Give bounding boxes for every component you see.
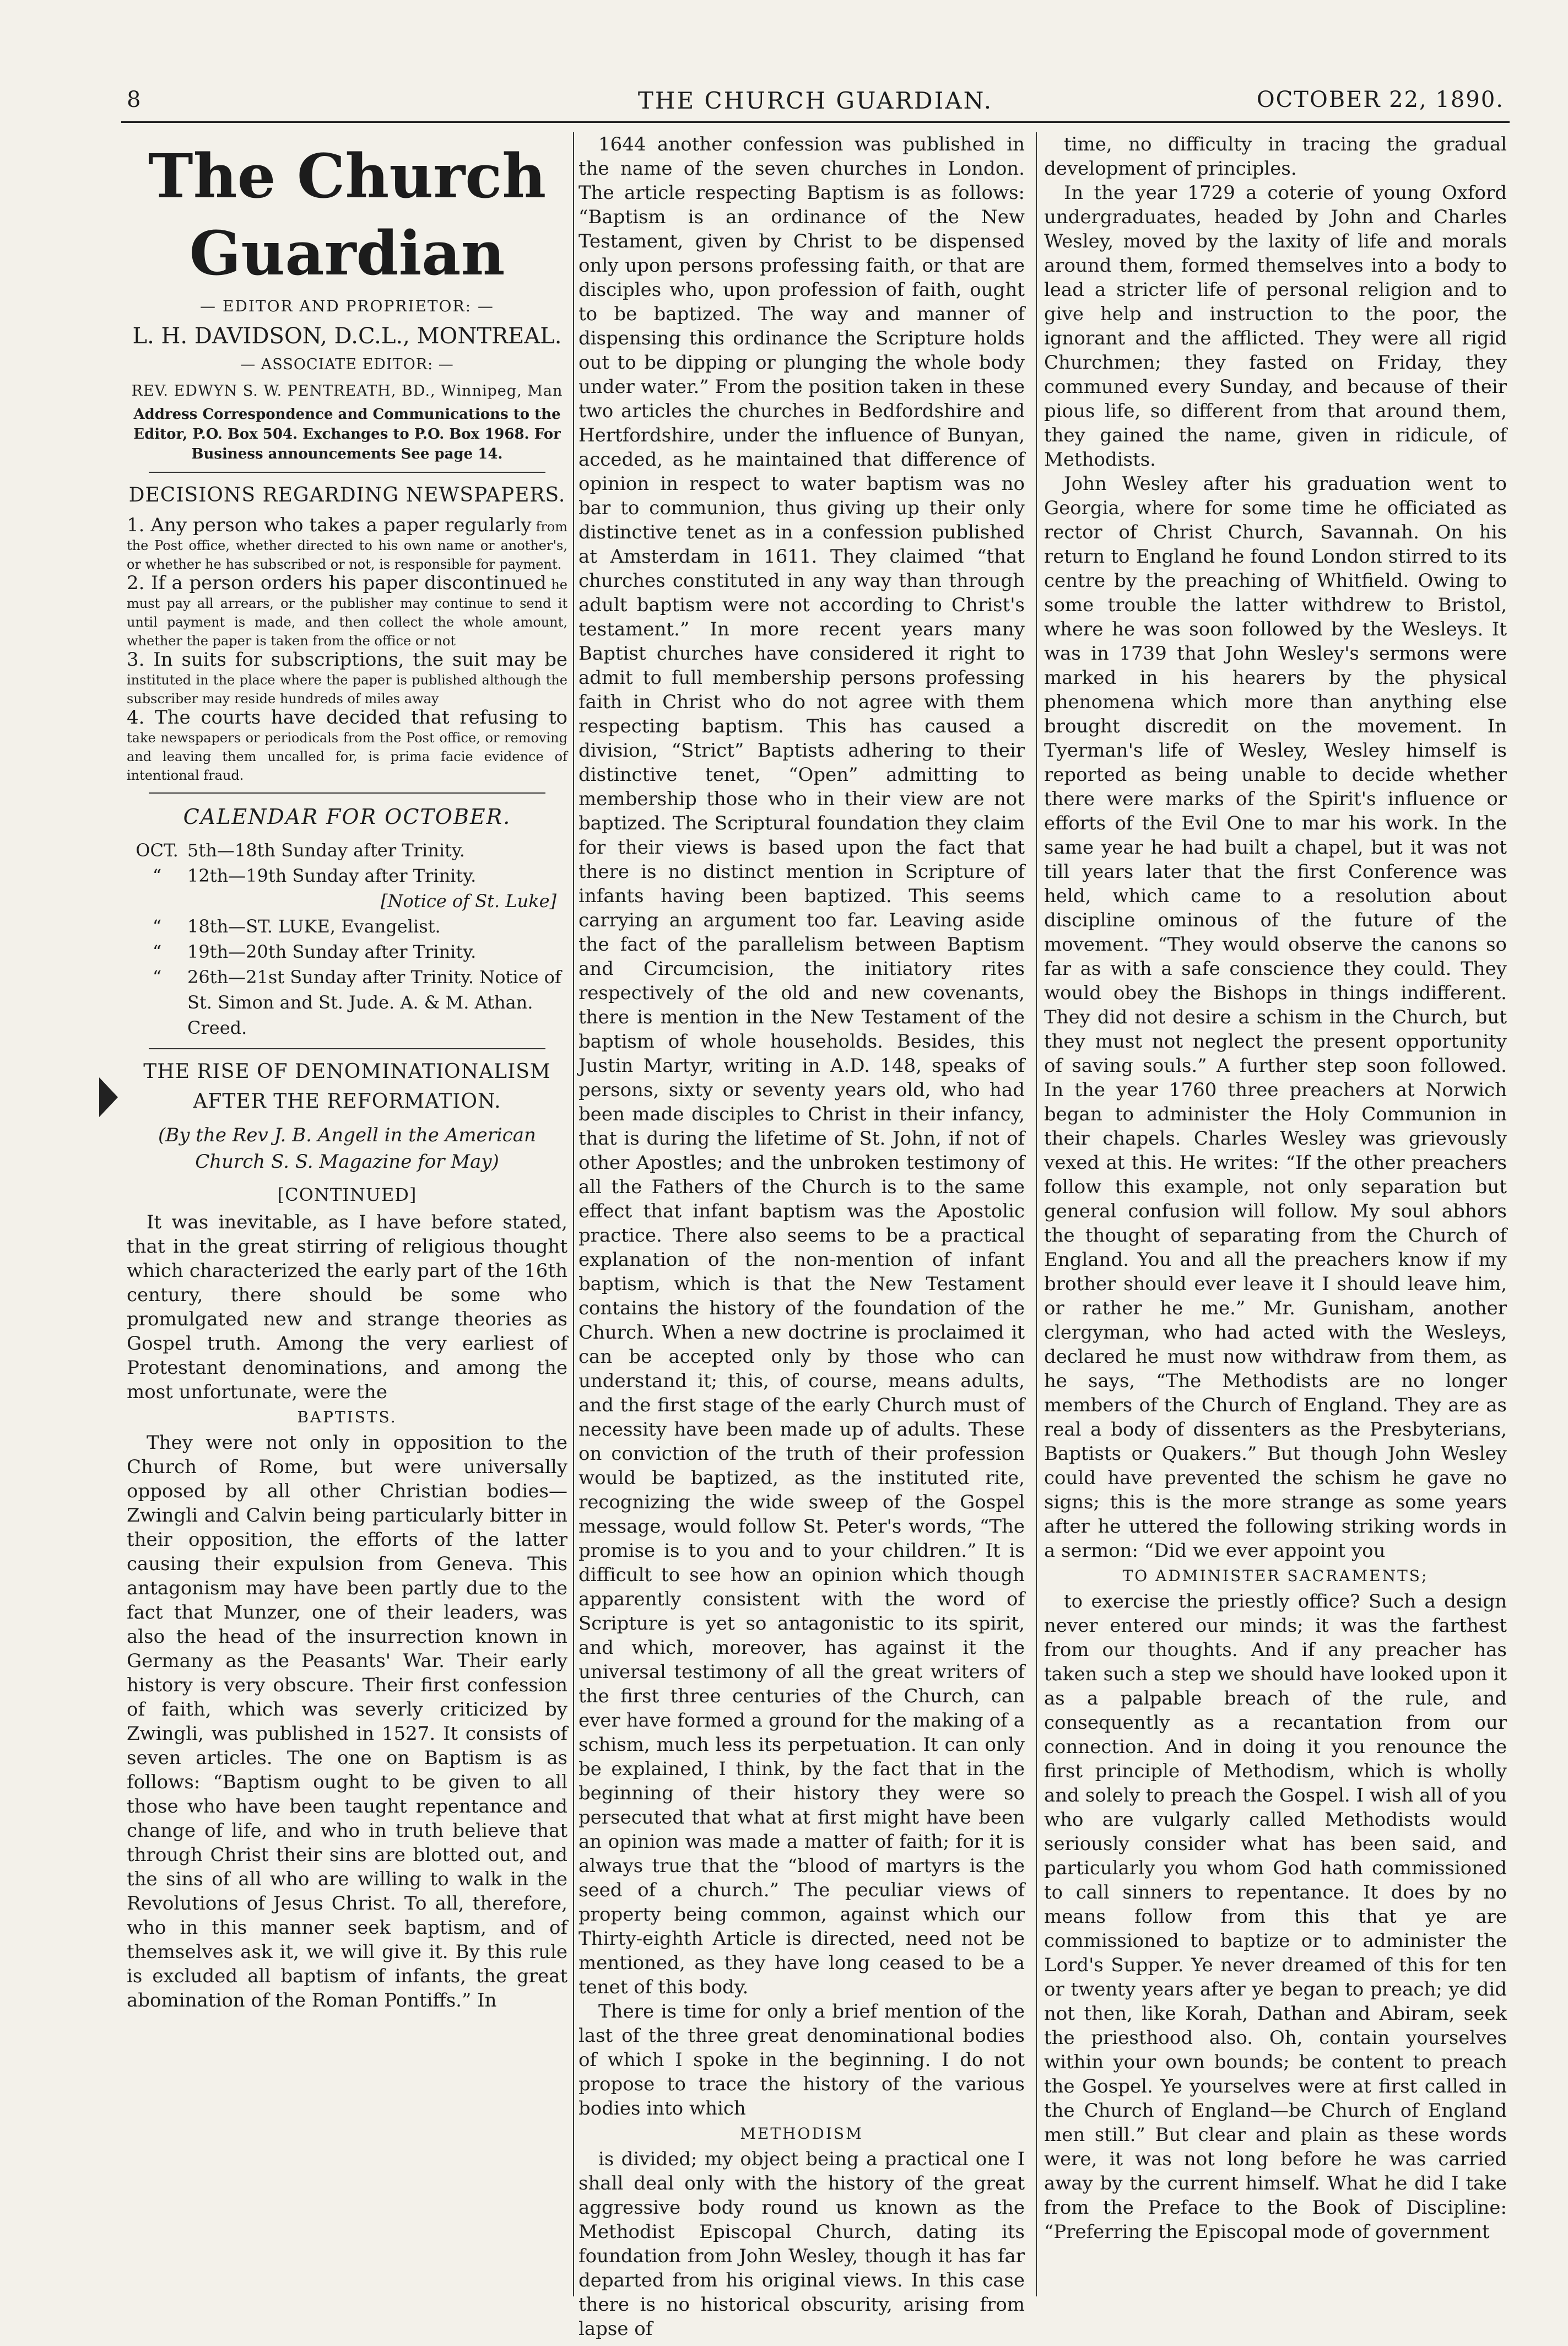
calendar-row: “ 26th—21st Sunday after Trinity. Notice of St. Simon and St. Jude. A. & M. Athan. Creed. <box>152 967 561 1038</box>
article-paragraph: to exercise the priestly office? Such a design never entered our minds; it was the farthest from our thoughts. And if any preacher has taken such a step we should have looked upon it as a palpable breach of the rule, and consequently as a recantation from our connection. And in doing it you renounce the first principle of Methodism, which is wholly and solely to preach the Gospel. I wish all of you who are vulgarly called Methodists would seriously consider what has been said, and particularly you whom God hath commissioned to call sinners to repentance. It does by no means follow from this that ye are commissioned to baptize or to administer the Lord's Supper. Ye never dreamed of this for ten or twenty years after ye began to preach; ye did not then, like Korah, Dathan and Abiram, seek the priesthood also. Oh, contain yourselves within your own bounds; be content to preach the Gospel. Ye yourselves were at first called in the Church of England—be Church of England men still.” But clear and plain as these words were, it was not long before he was carried away by the current himself. What he did I take from the Preface to the Book of Discipline: “Preferring the Episcopal mode of government <box>1044 1590 1507 2243</box>
margin-arrow-mark <box>99 1077 118 1117</box>
administer-subheading: TO ADMINISTER SACRAMENTS; <box>1122 1567 1429 1585</box>
column-2 <box>578 132 1025 2340</box>
separator <box>149 472 545 473</box>
column-3 <box>1044 132 1507 2296</box>
decisions-list <box>127 516 567 785</box>
editor-label: — EDITOR AND PROPRIETOR: — <box>200 297 494 315</box>
masthead-title: The Church Guardian <box>148 141 547 289</box>
column-rule <box>1036 132 1037 2296</box>
calendar-heading: CALENDAR FOR OCTOBER. <box>183 805 511 829</box>
column-1 <box>127 132 567 2296</box>
article-paragraph: They were not only in opposition to the Church of Rome, but were universally opposed by all other Christian bodies—Zwingli and Calvin being particularly bitter in their opposition, the efforts of the latter causing their expulsion from Geneva. This antagonism may have been partly due to the fact that Munzer, one of their leaders, was also the head of the insurrection known in Germany as the Peasants' War. Their early history is very obscure. Their first confession of faith, which was severly criticized by Zwingli, was published in 1527. It consists of seven articles. The one on Baptism is as follows: “Baptism ought to be given to all those who have been taught repentance and change of life, and who in truth believe that through Christ their sins are blotted out, and the sins of all who are willing to walk in the Revolutions of Jesus Christ. To all, therefore, who in this manner seek baptism, and of themselves ask it, we will give it. By this rule is excluded all baptism of infants, the great abomination of the Roman Pontiffs.” In <box>127 1432 567 2011</box>
associate-label: — ASSOCIATE EDITOR: — <box>240 356 454 373</box>
calendar-row: “ 12th—19th Sunday after Trinity. <box>152 865 477 886</box>
calendar-note: [Notice of St. Luke] <box>381 891 556 912</box>
decision-item: 2. If a person orders his paper discontinued he must pay all arrears, or the publisher may continue to send it until payment is made, and then collect the whole amount, whether the paper is taken from the office or not <box>127 572 567 649</box>
methodism-subheading: METHODISM <box>740 2124 863 2143</box>
article-byline: (By the Rev J. B. Angell in the American Church S. S. Magazine for May) <box>158 1124 536 1173</box>
page-number: 8 <box>127 87 141 112</box>
decision-item: 4. The courts have decided that refusing to take newspapers or periodicals from the Post office, or removing and leaving them uncalled for, is prima facie evidence of intentional fraud. <box>127 707 567 783</box>
article-paragraph: It was inevitable, as I have before stated, that in the great stirring of religious thought which characterized the early part of the 16th century, there should be some who promulgated new and strange theories as Gospel truth. Among the very earliest of Protestant denominations, and among the most unfortunate, were the <box>127 1211 567 1403</box>
calendar-row: “ 18th—ST. LUKE, Evangelist. <box>152 916 441 937</box>
continued-label: [CONTINUED] <box>277 1184 417 1205</box>
decisions-heading: DECISIONS REGARDING NEWSPAPERS. <box>128 484 566 506</box>
separator <box>149 792 545 794</box>
address-notice: Address Correspondence and Communications to the Editor, P.O. Box 504. Exchanges to P.O. Box 1968. For Business announcements See page 14. <box>133 406 561 462</box>
article-paragraph: time, no difficulty in tracing the gradual development of principles. <box>1044 133 1507 180</box>
page-header <box>121 83 1510 121</box>
article-paragraph: is divided; my object being a practical one I shall deal only with the history of the great aggressive body round us known as the Methodist Episcopal Church, dating its foundation from John Wesley, though it has far departed from his original views. In this case there is no historical obscurity, arising from lapse of <box>578 2148 1025 2340</box>
column-rule <box>573 132 574 2296</box>
separator <box>149 1048 545 1049</box>
calendar-row: OCT. 5th—18th Sunday after Trinity. <box>136 840 465 861</box>
article-paragraph: There is time for only a brief mention of the last of the three great denominational bodies of which I spoke in the beginning. I do not propose to trace the history of the various bodies into which <box>578 2000 1025 2120</box>
associate-name: REV. EDWYN S. W. PENTREATH, BD., Winnipeg, Man <box>131 382 563 400</box>
calendar-row: “ 19th—20th Sunday after Trinity. <box>152 941 477 962</box>
issue-date: OCTOBER 22, 1890. <box>1256 87 1504 112</box>
decision-item: 3. In suits for subscriptions, the suit may be instituted in the place where the paper is published although the subscriber may reside hundreds of miles away <box>127 649 567 707</box>
decision-item: 1. Any person who takes a paper regularly from the Post office, whether directed to his own name or another's, or whether he has subscribed or not, is responsible for payment. <box>127 514 567 572</box>
article-paragraph: 1644 another confession was published in the name of the seven churches in London. The article respecting Baptism is as follows: “Baptism is an ordinance of the New Testament, given by Christ to be dispensed only upon persons professing faith, or that are disciples who, upon profession of faith, ought to be baptized. The way and manner of dispensing this ordinance the Scripture holds out to be dipping or plunging the whole body under water.” From the position taken in these two articles the churches in Bedfordshire and Hertfordshire, under the influence of Bunyan, acceded, as he maintained that difference of opinion in respect to water baptism was no bar to communion, thus giving up their only distinctive tenet as in a confession published at Amsterdam in 1611. They claimed “that churches constituted in any way than through adult baptism were not according to Christ's testament.” In more recent years many Baptist churches have considered it right to admit to full membership persons professing faith in Christ who do not agree with them respecting baptism. This has caused a division, “Strict” Baptists adhering to their distinctive tenet, “Open” admitting to membership those who in their view are not baptized. The Scriptural foundation they claim for their views is based upon the fact that there is no distinct mention in Scripture of infants having been baptized. This seems carrying an argument too far. Leaving aside the fact of the parallelism between Baptism and Circumcision, the initiatory rites respectively of the old and new covenants, there is mention in the New Testament of the baptism of whole households. Besides, this Justin Martyr, writing in A.D. 148, speaks of persons, sixty or seventy years old, who had been made disciples to Christ in their infancy, that is during the lifetime of St. John, if not of other Apostles; and the unbroken testimony of all the Fathers of the Church is to the same effect that infant baptism was the Apostolic practice. There also seems to be a practical explanation of the non-mention of infant baptism, which is that the New Testament contains the history of the foundation of the Church. When a new doctrine is proclaimed it can be accepted only by those who can understand it; this, of course, means adults, and the first stage of the early Church must of necessity have been made up of adults. These on conviction of the truth of their profession would be baptized, as the instituted rite, recognizing the wide sweep of the Gospel message, would follow St. Peter's words, “The promise is to you and to your children.” It is difficult to see how an opinion which though apparently consistent with the word of Scripture is yet so antagonistic to its spirit, and which, moreover, has against it the universal testimony of all the great writers of the first three centuries of the Church, can ever have formed a ground for the making of a schism, much less its perpetuation. It can only be explained, I think, by the fact that in the beginning of their history they were so persecuted that what at first might have been an opinion was made a matter of faith; for it is always true that the “blood of martyrs is the seed of a church.” The peculiar views of property being common, against which our Thirty-eighth Article is directed, need not be mentioned, as they have long ceased to be a tenet of this body. <box>578 133 1025 1998</box>
editor-name: L. H. DAVIDSON, D.C.L., MONTREAL. <box>132 323 562 349</box>
article-paragraph: John Wesley after his graduation went to Georgia, where for some time he officiated as rector of Christ Church, Savannah. On his return to England he found London stirred to its centre by the preaching of Whitfield. Owing to some trouble the latter withdrew to Bristol, where he was soon followed by the Wesleys. It was in 1739 that John Wesley's sermons were marked in his hearers by the physical phenomena which more than anything else brought discredit on the movement. In Tyerman's life of Wesley, Wesley himself is reported as being unable to decide whether there were marks of the Spirit's influence or efforts of the Evil One to mar his work. In the same year he had built a chapel, but it was not till years later that the first Conference was held, which came to a resolution about discipline ominous of the future of the movement. “They would observe the canons so far as with a safe conscience they could. They would obey the Bishops in things indifferent. They did not desire a schism in the Church, but they must not neglect the present opportunity of saving souls.” A further step soon followed. In the year 1760 three preachers at Norwich began to administer the Holy Communion in their chapels. Charles Wesley was grievously vexed at this. He writes: “If the other preachers follow this example, not only separation but general confusion will follow. My soul abhors the thought of separating from the Church of England. You and all the preachers know if my brother should ever leave it I should leave him, or rather he me.” Mr. Gunisham, another clergyman, who had acted with the Wesleys, declared he must now withdraw from them, as he says, “The Methodists are no longer members of the Church of England. They are as real a body of dissenters as the Presbyterians, Baptists or Quakers.” But though John Wesley could have prevented the schism he gave no signs; this is the more strange as some years after he uttered the following striking words in a sermon: “Did we ever appoint you <box>1044 473 1507 1562</box>
baptists-subheading: BAPTISTS. <box>297 1408 397 1426</box>
newspaper-title: THE CHURCH GUARDIAN. <box>637 87 993 114</box>
article-heading: THE RISE OF DENOMINATIONALISM AFTER THE REFORMATION. <box>143 1060 551 1113</box>
article-paragraph: In the year 1729 a coterie of young Oxford undergraduates, headed by John and Charles Wesley, moved by the laxity of life and morals around them, formed themselves into a body to lead a stricter life of personal religion and to give help and instruction to the poor, the ignorant and the afflicted. They were all rigid Churchmen; they fasted on Friday, they communed every Sunday, and because of their pious life, so different from that around them, they gained the name, given in ridicule, of Methodists. <box>1044 182 1507 471</box>
header-rule <box>121 121 1510 123</box>
